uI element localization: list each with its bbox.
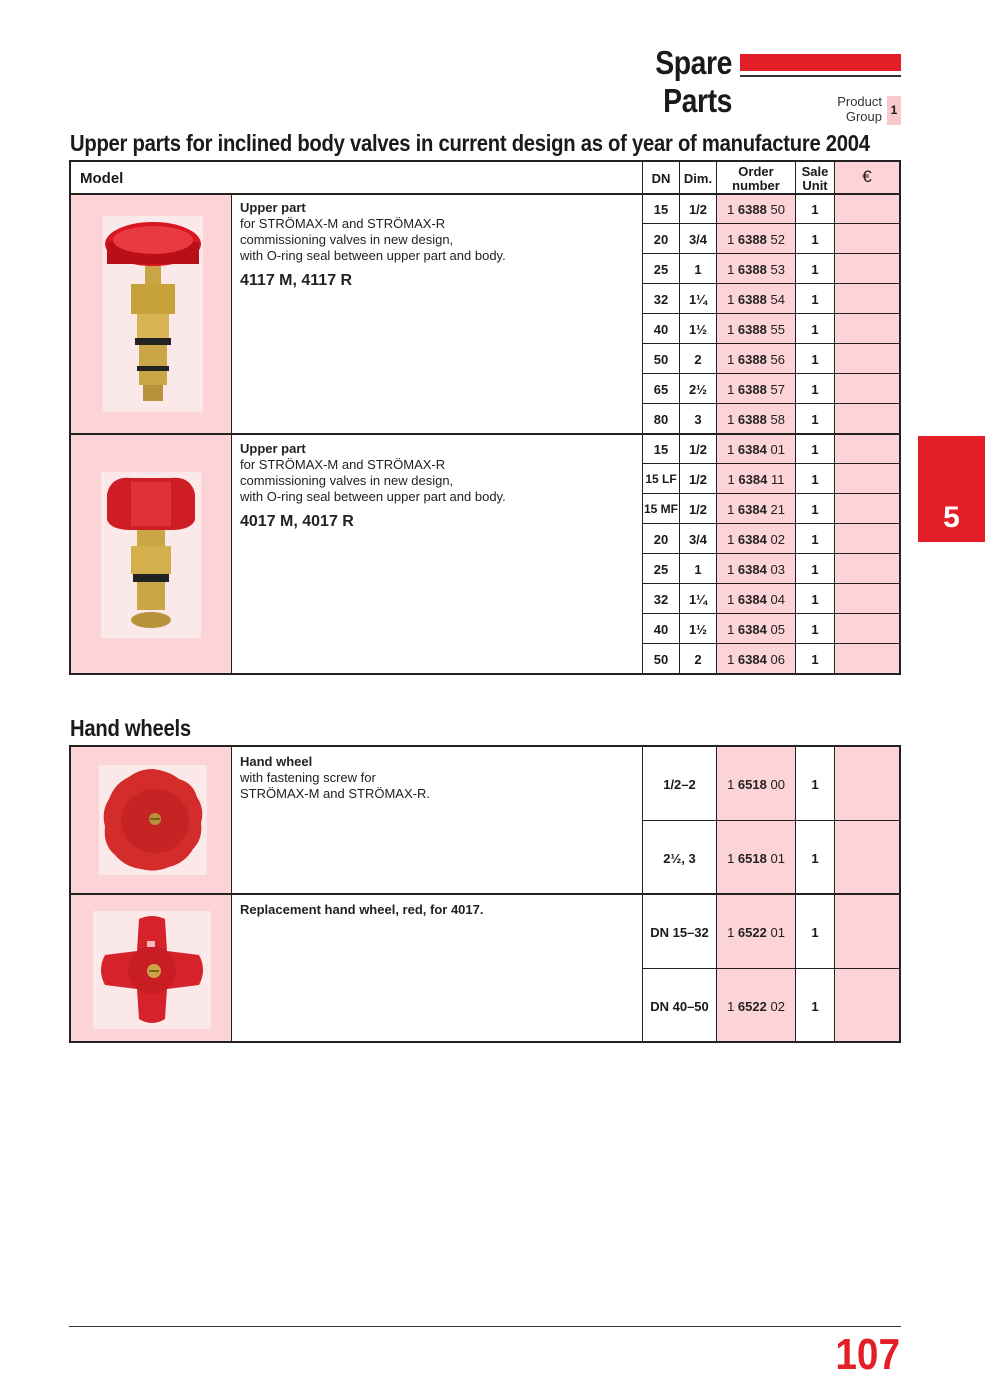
header-accent-bar (740, 54, 901, 71)
order-number-cell: 1 6384 02 (727, 532, 785, 547)
sale-unit-cell: 1 (811, 322, 819, 337)
order-number-cell: 1 6388 56 (727, 352, 785, 367)
dim-cell: 3/4 (688, 532, 708, 547)
order-number-cell: 1 6384 05 (727, 622, 785, 637)
row-line (642, 583, 899, 584)
sale-unit-cell: 1 (811, 472, 819, 487)
dn-cell: 20 (653, 232, 669, 247)
order-number-cell: 1 6388 50 (727, 202, 785, 217)
dim-cell: 3/4 (688, 232, 708, 247)
order-number-cell: 1 6522 01 (727, 925, 785, 940)
replacement-hand-wheel-photo (93, 911, 211, 1029)
row-line (642, 343, 899, 344)
order-number-cell: 1 6384 03 (727, 562, 785, 577)
sale-unit-cell: 1 (811, 262, 819, 277)
dn-cell: 80 (653, 412, 669, 427)
dn-cell: 50 (653, 652, 669, 667)
section-title-upper-parts: Upper parts for inclined body valves in current design as of year of manufacture 2004 (70, 130, 870, 156)
col-divider (231, 194, 232, 673)
sale-unit-cell: 1 (811, 652, 819, 667)
dim-cell: 2½ (688, 382, 708, 397)
order-number-cell: 1 6522 02 (727, 999, 785, 1014)
order-number-cell: 1 6518 01 (727, 851, 785, 866)
col-header-model: Model (80, 170, 124, 187)
sale-unit-cell: 1 (811, 532, 819, 547)
sale-unit-cell: 1 (811, 622, 819, 637)
hand-wheel-description: Hand wheel with fastening screw for STRÖMAX-M and STRÖMAX-R. (240, 754, 430, 801)
dim-cell: 1/2 (688, 202, 708, 217)
dim-cell: 1/2 (688, 502, 708, 517)
sale-unit-cell: 1 (811, 382, 819, 397)
row-line (642, 313, 899, 314)
order-number-cell: 1 6384 06 (727, 652, 785, 667)
col-header-currency: € (862, 167, 872, 186)
order-number-cell: 1 6388 55 (727, 322, 785, 337)
order-number-cell: 1 6384 21 (727, 502, 785, 517)
header-rule (740, 75, 901, 77)
dim-cell: 1½ (688, 622, 708, 637)
dn-cell: 32 (653, 292, 669, 307)
order-number-cell: 1 6388 53 (727, 262, 785, 277)
dim-cell: 1/2 (688, 442, 708, 457)
dim-cell: 1¼ (688, 592, 708, 607)
row-line (642, 613, 899, 614)
product-group-value: 1 (887, 96, 901, 125)
dn-cell: 65 (653, 382, 669, 397)
dim-cell: 1 (694, 262, 702, 277)
row-line (642, 283, 899, 284)
sale-unit-cell: 1 (811, 412, 819, 427)
order-number-cell: 1 6388 52 (727, 232, 785, 247)
size-cell: DN 40–50 (650, 999, 709, 1014)
order-number-cell: 1 6518 00 (727, 777, 785, 792)
order-number-cell: 1 6384 01 (727, 442, 785, 457)
dim-cell: 3 (694, 412, 702, 427)
col-divider (834, 747, 835, 1041)
sale-unit-cell: 1 (811, 562, 819, 577)
row-line (642, 253, 899, 254)
dim-cell: 1½ (688, 322, 708, 337)
row-line (642, 968, 899, 969)
header-separator (71, 193, 899, 195)
dn-cell: 15 (653, 202, 669, 217)
product-separator (71, 433, 899, 435)
sale-unit-cell: 1 (811, 442, 819, 457)
page-number: 107 (835, 1330, 900, 1379)
sale-unit-cell: 1 (811, 777, 819, 792)
row-line (642, 403, 899, 404)
dn-cell: 25 (653, 262, 669, 277)
sale-unit-cell: 1 (811, 202, 819, 217)
row-line (642, 373, 899, 374)
order-number-cell: 1 6388 58 (727, 412, 785, 427)
dim-cell: 1/2 (688, 472, 708, 487)
price-column-bg (835, 162, 899, 673)
col-header-order: Order number (732, 164, 780, 193)
row-line (642, 493, 899, 494)
col-divider (231, 747, 232, 1041)
replacement-hand-wheel-description: Replacement hand wheel, red, for 4017. (240, 902, 484, 917)
product-separator (71, 893, 899, 895)
dn-cell: 25 (653, 562, 669, 577)
col-header-dim: Dim. (683, 171, 713, 186)
sale-unit-cell: 1 (811, 292, 819, 307)
order-number-cell: 1 6388 57 (727, 382, 785, 397)
upper-part-4117-photo (103, 216, 203, 412)
dim-cell: 1¼ (688, 292, 708, 307)
dim-cell: 2 (694, 352, 702, 367)
row-line (642, 820, 899, 821)
row-line (642, 223, 899, 224)
dim-cell: 1 (694, 562, 702, 577)
sale-unit-cell: 1 (811, 232, 819, 247)
footer-rule (69, 1326, 901, 1327)
row-line (642, 463, 899, 464)
dn-cell: 40 (653, 322, 669, 337)
size-cell: DN 15–32 (650, 925, 709, 940)
section-title-hand-wheels: Hand wheels (70, 715, 191, 741)
upper-parts-table (69, 160, 901, 675)
product-description-4017: Upper part for STRÖMAX-M and STRÖMAX-R commissioning valves in new design, with O-ring seal between upper part and body. 4017 M, 4017 R (240, 441, 506, 530)
row-line (642, 643, 899, 644)
hand-wheels-table (69, 745, 901, 1043)
upper-part-4017-photo (101, 472, 201, 638)
dn-cell: 20 (653, 532, 669, 547)
sale-unit-cell: 1 (811, 502, 819, 517)
product-group-label: Product Group (837, 94, 882, 124)
dn-cell: 15 LF (645, 472, 677, 486)
dn-cell: 50 (653, 352, 669, 367)
row-line (642, 523, 899, 524)
sale-unit-cell: 1 (811, 925, 819, 940)
dn-cell: 32 (653, 592, 669, 607)
chapter-tab[interactable]: 5 (918, 436, 985, 542)
col-header-dn: DN (651, 171, 671, 186)
order-number-cell: 1 6384 11 (727, 472, 785, 487)
dn-cell: 15 MF (643, 502, 678, 516)
product-description-4117: Upper part for STRÖMAX-M and STRÖMAX-R commissioning valves in new design, with O-ring seal between upper part and body. 4117 M, 4117 R (240, 200, 506, 289)
dn-cell: 40 (653, 622, 669, 637)
order-number-cell: 1 6388 54 (727, 292, 785, 307)
dn-cell: 15 (653, 442, 669, 457)
col-divider (834, 162, 835, 673)
sale-unit-cell: 1 (811, 352, 819, 367)
size-cell: 2½, 3 (663, 851, 696, 866)
sale-unit-cell: 1 (811, 851, 819, 866)
dim-cell: 2 (694, 652, 702, 667)
sale-unit-cell: 1 (811, 999, 819, 1014)
col-header-sale-unit: Sale Unit (801, 164, 829, 193)
row-line (642, 553, 899, 554)
hand-wheel-photo (99, 765, 207, 875)
size-cell: 1/2–2 (663, 777, 696, 792)
order-number-cell: 1 6384 04 (727, 592, 785, 607)
sale-unit-cell: 1 (811, 592, 819, 607)
page-header-title: Spare Parts (655, 44, 732, 119)
